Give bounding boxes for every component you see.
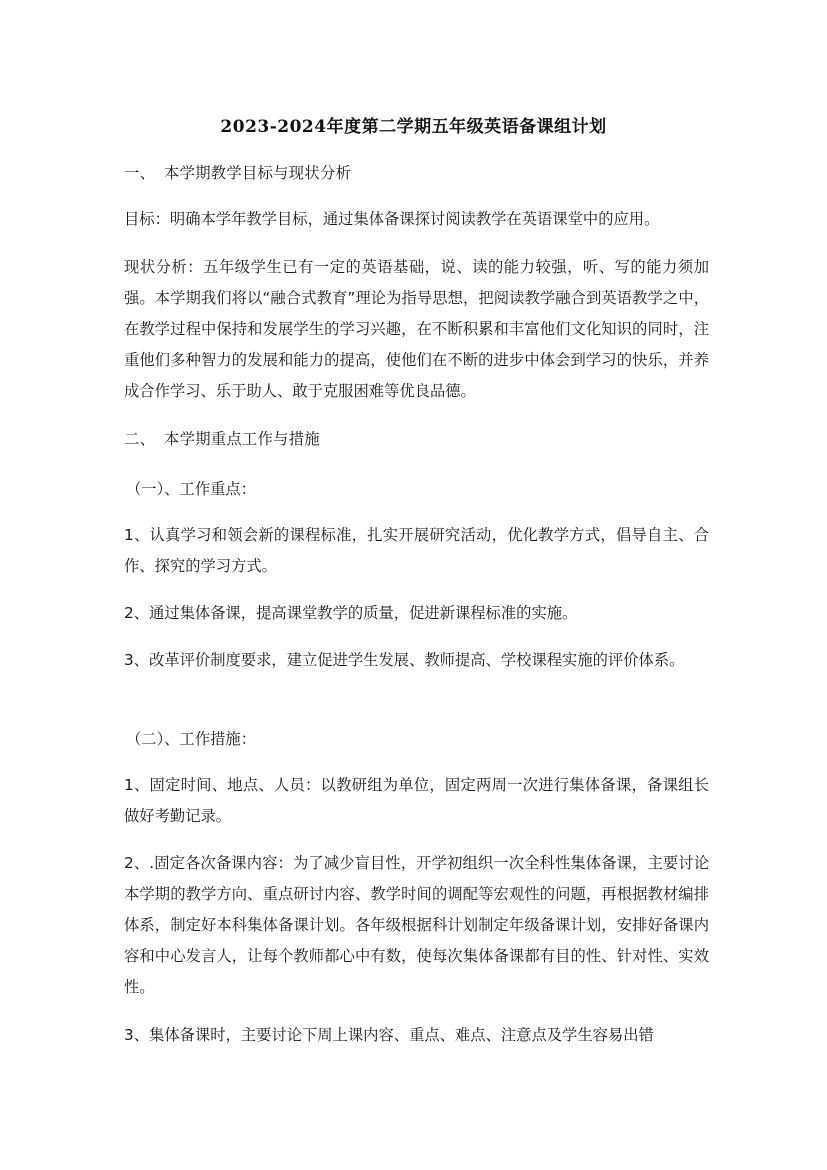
- subsection-key-work-heading: （一）、工作重点：: [126, 480, 257, 498]
- key-work-item-3: 3、改革评价制度要求，建立促进学生发展、教师提高、学校课程实施的评价体系。: [124, 651, 685, 669]
- section-2-title: 本学期重点工作与措施: [164, 430, 320, 448]
- document-title: 2023-2024年度第二学期五年级英语备课组计划: [220, 117, 607, 137]
- section-1-heading: [124, 158, 709, 189]
- section-1-title: 本学期教学目标与现状分析: [164, 164, 352, 182]
- goal-paragraph: 目标：明确本学年教学目标，通过集体备课探讨阅读教学在英语课堂中的应用。: [124, 210, 660, 228]
- subsection-measures-heading: （二）、工作措施：: [126, 730, 257, 748]
- measures-item-2: 2、.固定各次备课内容：为了减少盲目性，开学初组织一次全科性集体备课，主要讨论本学期的教学方向、重点研讨内容、教学时间的调配等宏观性的问题，再根据教材编排体系，制定好本科集体备课计划。各年级根据科计划制定年级备课计划，安排好备课内容和中心发言人，让每个教师都心中有数，使每次集体备课都有目的性、针对性、实效性。: [124, 854, 709, 996]
- status-analysis-paragraph: 现状分析：五年级学生已有一定的英语基础，说、读的能力较强，听、写的能力须加强。本学期我们将以“融合式教育”理论为指导思想，把阅读教学融合到英语教学之中，在教学过程中保持和发展学生的学习兴趣，在不断积累和丰富他们文化知识的同时，注重他们多种智力的发展和能力的提高，使他们在不断的进步中体会到学习的快乐，并养成合作学习、乐于助人、敢于克服困难等优良品德。: [124, 258, 709, 400]
- measures-item-1: 1、固定时间、地点、人员：以教研组为单位，固定两周一次进行集体备课，备课组长做好考勤记录。: [124, 776, 709, 825]
- key-work-item-1: 1、认真学习和领会新的课程标准，扎实开展研究活动，优化教学方式，倡导自主、合作、探究的学习方式。: [124, 526, 709, 575]
- section-2-heading: [124, 424, 709, 455]
- key-work-item-2: 2、通过集体备课，提高课堂教学的质量，促进新课程标准的实施。: [124, 604, 578, 622]
- measures-item-3: 3、集体备课时，主要讨论下周上课内容、重点、难点、注意点及学生容易出错: [124, 1026, 654, 1044]
- section-1-number: 一、: [124, 164, 156, 182]
- section-2-number: 二、: [124, 430, 156, 448]
